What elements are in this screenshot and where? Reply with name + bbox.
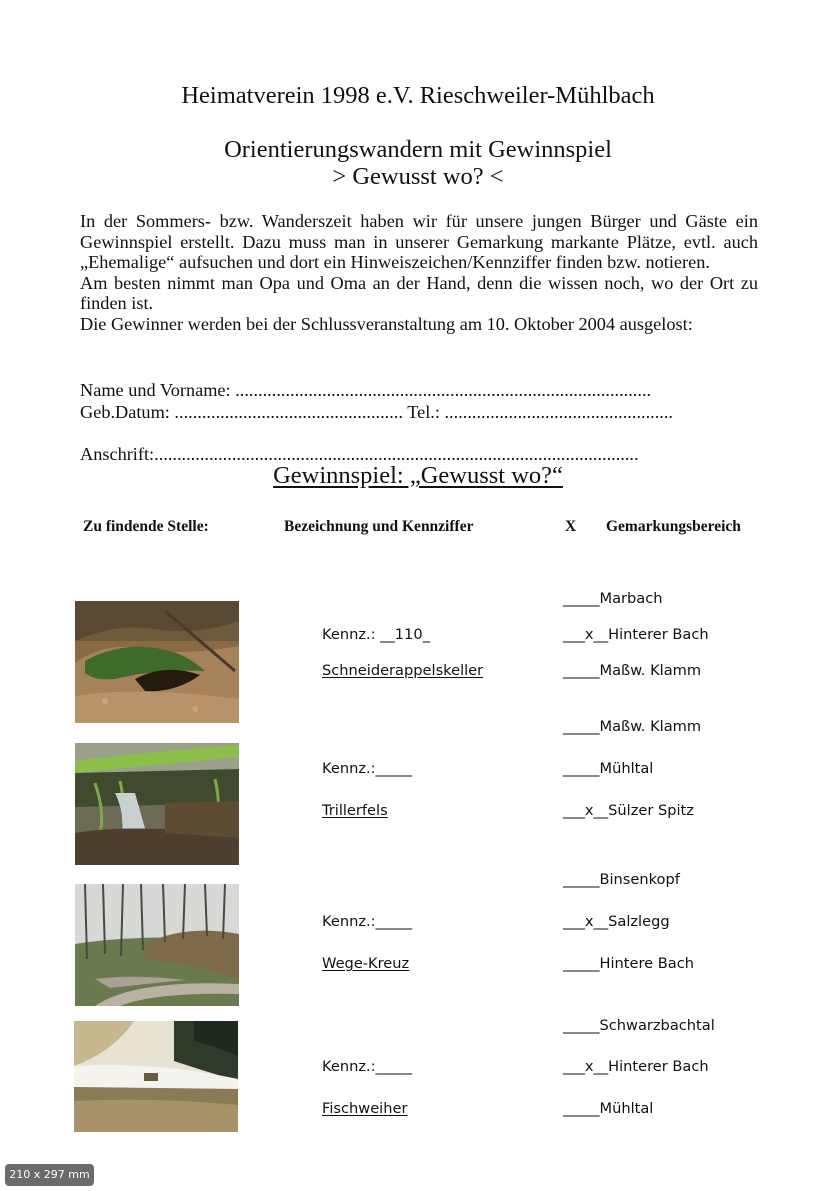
area-option: ___x__Hinterer Bach [563,1058,709,1075]
intro-paragraph: In der Sommers- bzw. Wanderszeit haben wir für unsere jungen Bürger und Gäste ein Gewinnspiel erstellt. Dazu muss man in unserer Gemarkung markante Plätze, evtl. auch „Ehemalige“ aufsuchen und dort ein Hinweiszeichen/Kennziffer finden bzw. notieren. [80,211,758,273]
area-option: _____Binsenkopf [563,871,680,888]
column-header-area: Gemarkungsbereich [606,518,741,535]
photo-waterfall [75,743,239,865]
document-subtitle-2: > Gewusst wo? < [332,163,504,190]
kennziffer-field: Kennz.: __110_ [322,626,430,643]
kennziffer-field: Kennz.:_____ [322,913,413,930]
kennziffer-field: Kennz.:_____ [322,1058,413,1075]
document-title: Heimatverein 1998 e.V. Rieschweiler-Mühlbach [181,82,655,109]
place-name: Schneiderappelskeller [322,662,484,679]
photo-path-cross [75,884,239,1006]
area-option: _____Mühltal [563,1100,654,1117]
area-option: _____Schwarzbachtal [563,1017,715,1034]
name-field-line: Name und Vorname: ........................................................................................... [80,380,652,400]
birth-phone-field-line: Geb.Datum: .................................................. Tel.: .................................................. [80,402,674,422]
page-size-badge: 210 x 297 mm [5,1164,94,1186]
column-header-name-number: Bezeichnung und Kennziffer [284,518,474,535]
intro-paragraph: Die Gewinner werden bei der Schlussveranstaltung am 10. Oktober 2004 ausgelost: [80,313,693,334]
kennziffer-field: Kennz.:_____ [322,760,413,777]
area-option: _____Maßw. Klamm [563,662,702,679]
photo-fish-pond [74,1021,238,1132]
column-header-location: Zu findende Stelle: [83,518,209,535]
photo-cave [75,601,239,723]
document-subtitle: Orientierungswandern mit Gewinnspiel [224,136,612,163]
place-name: Trillerfels [322,802,388,819]
place-name: Wege-Kreuz [322,955,410,972]
area-option: _____Hintere Bach [563,955,694,972]
area-option: _____Marbach [563,590,663,607]
column-header-x: X [565,518,577,535]
area-option: ___x__Salzlegg [563,913,670,930]
intro-text [80,211,758,335]
area-option: ___x__Sülzer Spitz [563,802,694,819]
area-option: _____Mühltal [563,760,654,777]
area-option: ___x__Hinterer Bach [563,626,709,643]
intro-paragraph: Am besten nimmt man Opa und Oma an der Hand, denn die wissen noch, wo der Ort zu finden ist. [80,272,758,314]
game-title-text: Gewinnspiel: „Gewusst wo?“ [273,462,563,489]
area-option: _____Maßw. Klamm [563,718,702,735]
place-name: Fischweiher [322,1100,408,1117]
game-title [0,462,836,490]
address-field-line: Anschrift:.......................................................................................................... [80,444,639,464]
